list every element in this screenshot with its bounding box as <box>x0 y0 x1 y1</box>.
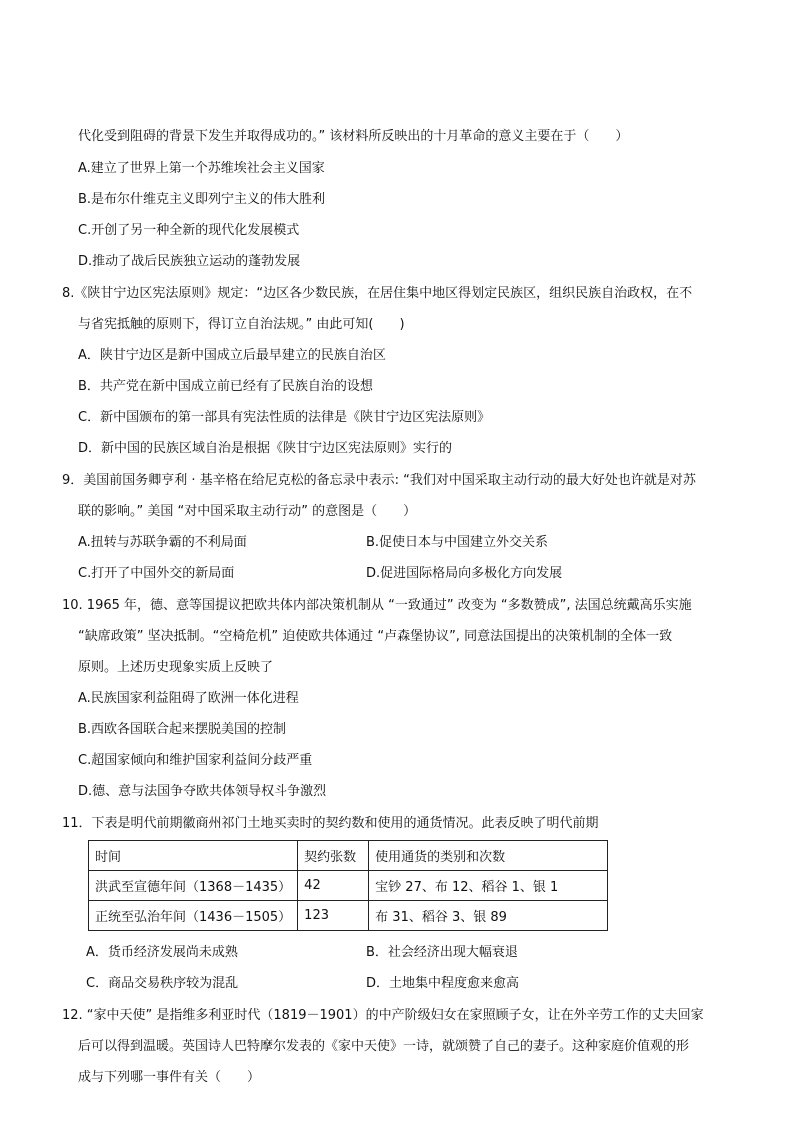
q10-option-a: A.民族国家利益阻碍了欧洲一体化进程 <box>78 691 299 706</box>
q12-stem-line2: 后可以得到温暖。英国诗人巴特摩尔发表的《家中天使》一诗，就颂赞了自己的妻子。这种家庭价值观的形 <box>78 1039 690 1054</box>
q7-option-c: C.开创了另一种全新的现代化发展模式 <box>78 223 300 238</box>
q12-stem-line3: 成与下列哪一事件有关（ ） <box>78 1070 261 1085</box>
q10-stem-line1: 10. 1965 年，德、意等国提议把欧共体内部决策机制从 “一致通过” 改变为 “多数赞成”, 法国总统戴高乐实施 <box>62 598 692 613</box>
q8-option-d: D．新中国的民族区域自治是根据《陕甘宁边区宪法原则》实行的 <box>78 441 453 456</box>
q9-option-c: C.打开了中国外交的新局面 <box>78 566 235 581</box>
q8-option-b: B．共产党在新中国成立前已经有了民族自治的设想 <box>78 379 373 394</box>
q10-option-b: B.西欧各国联合起来摆脱美国的控制 <box>78 722 287 737</box>
q10-stem-line3: 原则。上述历史现象实质上反映了 <box>78 660 274 675</box>
q11-option-c: C．商品交易秩序较为混乱 <box>86 976 239 991</box>
q11-option-d: D．土地集中程度愈来愈高 <box>366 976 520 991</box>
q9-stem-line1: 9．美国前国务卿亨利 · 基辛格在给尼克松的备忘录中表示: “我们对中国采取主动行动的最大好处也许就是对苏 <box>62 473 696 488</box>
q7-option-d: D.推动了战后民族独立运动的蓬勃发展 <box>78 254 301 269</box>
q9-option-b: B.促使日本与中国建立外交关系 <box>366 535 549 550</box>
q12-stem-line1: 12. “家中天使” 是指维多利亚时代（1819－1901）的中产阶级妇女在家照顾子女，让在外辛劳工作的丈夫回家 <box>62 1008 704 1023</box>
table-header-cell: 使用通货的类别和次数 <box>369 841 608 871</box>
table-cell: 布 31、稻谷 3、银 89 <box>369 901 608 931</box>
q10-option-c: C.超国家倾向和维护国家利益间分歧严重 <box>78 753 313 768</box>
table-header-cell: 契约张数 <box>298 841 369 871</box>
table-cell: 正统至弘治年间（1436－1505） <box>89 901 298 931</box>
table-cell: 42 <box>298 871 369 901</box>
q10-option-d: D.德、意与法国争夺欧共体领导权斗争激烈 <box>78 784 327 799</box>
q8-option-a: A．陕甘宁边区是新中国成立后最早建立的民族自治区 <box>78 348 386 363</box>
q11-option-a: A．货币经济发展尚未成熟 <box>86 945 238 960</box>
table-cell: 123 <box>298 901 369 931</box>
table-header-row <box>89 841 608 871</box>
table-cell: 洪武至宣德年间（1368－1435） <box>89 871 298 901</box>
table-row <box>89 871 608 901</box>
q8-stem-line1: 8.《陕甘宁边区宪法原则》规定：“边区各少数民族，在居住集中地区得划定民族区，组织民族自治政权，在不 <box>62 286 693 301</box>
q7-stem-tail: 代化受到阻碍的背景下发生并取得成功的。” 该材料所反映出的十月革命的意义主要在于（ ） <box>78 129 629 144</box>
q11-data-table <box>88 840 608 931</box>
q7-option-a: A.建立了世界上第一个苏维埃社会主义国家 <box>78 161 325 176</box>
q9-option-d: D.促进国际格局向多极化方向发展 <box>366 566 563 581</box>
q8-stem-line2: 与省宪抵触的原则下，得订立自治法规。” 由此可知( ) <box>78 317 405 332</box>
q9-stem-line2: 联的影响。” 美国 “对中国采取主动行动” 的意图是（ ） <box>78 504 417 519</box>
table-cell: 宝钞 27、布 12、稻谷 1、银 1 <box>369 871 608 901</box>
table-row <box>89 901 608 931</box>
q8-option-c: C．新中国颁布的第一部具有宪法性质的法律是《陕甘宁边区宪法原则》 <box>78 410 491 425</box>
q11-option-b: B．社会经济出现大幅衰退 <box>366 945 518 960</box>
q9-option-a: A.扭转与苏联争霸的不利局面 <box>78 535 247 550</box>
q7-option-b: B.是布尔什维克主义即列宁主义的伟大胜利 <box>78 192 326 207</box>
q11-stem: 11．下表是明代前期徽商州祁门土地买卖时的契约数和使用的通货情况。此表反映了明代前期 <box>62 816 599 831</box>
q10-stem-line2: “缺席政策” 坚决抵制。“空椅危机” 迫使欧共体通过 “卢森堡协议”, 同意法国提出的决策机制的全体一致 <box>78 629 673 644</box>
table-header-cell: 时间 <box>89 841 298 871</box>
